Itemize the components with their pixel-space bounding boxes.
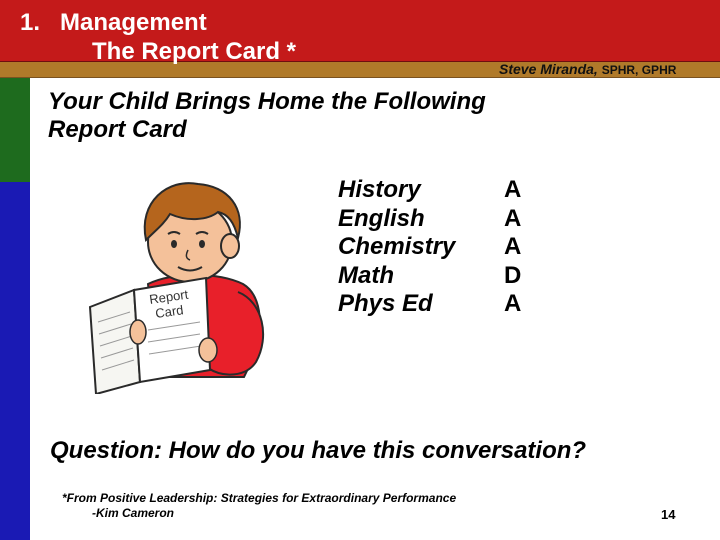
- title-line2: The Report Card *: [92, 38, 297, 65]
- page-number: 14: [661, 507, 676, 522]
- grade-row: [338, 262, 534, 291]
- slide-title: [20, 8, 296, 66]
- subject-label: History: [338, 176, 421, 203]
- citation-line2: -Kim Cameron: [92, 506, 175, 520]
- report-card-grades: [338, 176, 534, 319]
- subject-label: Math: [338, 261, 394, 289]
- grade-letter: A: [504, 204, 522, 232]
- title-bar-stripe-divider: [0, 77, 720, 78]
- grade-row: [338, 233, 534, 262]
- paper-label-line2: Card: [154, 302, 185, 321]
- left-accent-blue: [0, 182, 30, 540]
- grade-row: [338, 205, 534, 234]
- author-credentials: SPHR, GPHR: [601, 63, 677, 77]
- grade-letter: D: [504, 261, 522, 289]
- paper-label-line1: Report: [148, 286, 190, 307]
- title-number: 1.: [20, 9, 41, 36]
- citation-line1: *From Positive Leadership: Strategies for Extraordinary Performance: [62, 491, 457, 505]
- subject-label: Phys Ed: [338, 290, 433, 317]
- discussion-question: Question: How do you have this conversation?: [50, 437, 587, 464]
- subtitle-line1: Your Child Brings Home the Following: [48, 88, 486, 115]
- subtitle-line2: Report Card: [48, 116, 187, 143]
- subject-label: Chemistry: [338, 233, 456, 260]
- grade-row: [338, 176, 534, 205]
- title-line1: Management: [60, 9, 207, 36]
- subject-label: English: [338, 204, 425, 232]
- slide-subtitle: [48, 88, 486, 144]
- left-accent-green: [0, 78, 30, 182]
- grade-letter: A: [504, 176, 522, 203]
- author-name: Steve Miranda,: [499, 61, 598, 77]
- grade-row: [338, 290, 534, 319]
- grade-letter: A: [504, 290, 522, 317]
- citation: [62, 491, 456, 521]
- author-credit: [499, 61, 676, 77]
- grade-letter: A: [504, 233, 522, 260]
- child-reading-report-card-icon: [78, 172, 274, 394]
